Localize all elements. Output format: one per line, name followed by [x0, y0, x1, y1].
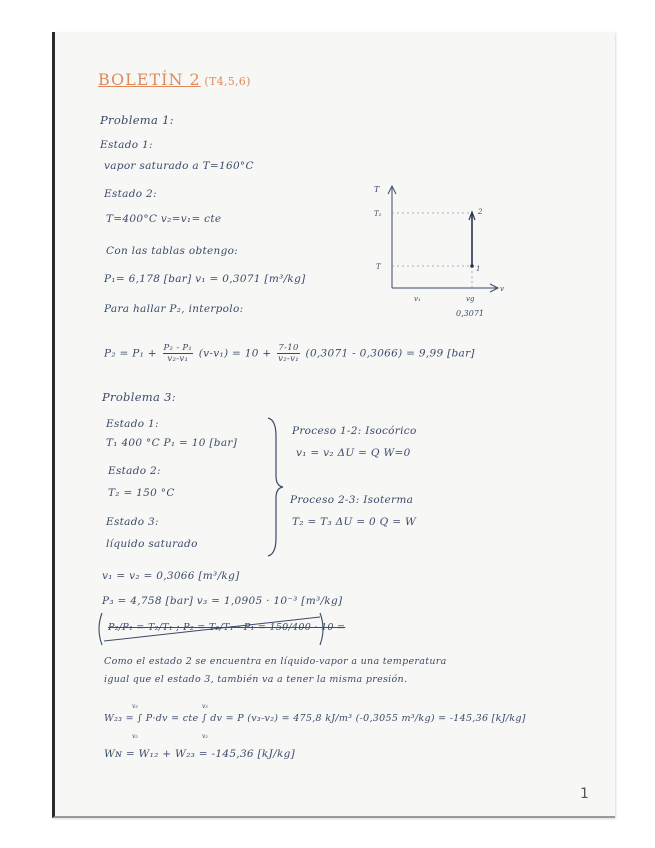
- diagram-x-value: 0,3071: [456, 309, 484, 318]
- diagram-y-tick-t2: T₂: [374, 210, 382, 218]
- title-sub: (T4,5,6): [204, 75, 251, 88]
- diagram-y-label: T: [374, 185, 380, 194]
- eq-p2-prefix: P₂ = P₁ +: [104, 347, 157, 360]
- p3-state3-desc: líquido saturado: [106, 538, 198, 550]
- process-brace: [264, 416, 286, 558]
- tv-diagram: [368, 180, 508, 325]
- p3-proc12-title: Proceso 1-2: Isocórico: [292, 425, 417, 437]
- p3-struck-eq: P₂/P₁ = T₂/T₁ ; P₂ = T₂/T₁ · P₁ = 150/400 · 10 =: [108, 622, 346, 633]
- integral2-upper: v₃: [202, 703, 208, 710]
- p3-state3-label: Estado 3:: [106, 516, 159, 528]
- p1-interp-equation: [104, 343, 475, 364]
- p1-state2-label: Estado 2:: [104, 188, 157, 200]
- left-paren: [99, 613, 102, 645]
- integral2-lower: v₂: [202, 733, 208, 740]
- diagram-x-tick-v1: v₁: [414, 295, 421, 303]
- p1-values-line: P₁= 6,178 [bar] v₁ = 0,3071 [m³/kg]: [104, 273, 306, 285]
- eq-frac1-den: v₂-v₁: [167, 354, 189, 364]
- p3-state1-label: Estado 1:: [106, 418, 159, 430]
- eq-frac2-den: v₂-v₁: [278, 354, 299, 364]
- w23-prefix: W₂₃ = ∫ P·dv = cte ∫ dv: [104, 713, 223, 724]
- p3-wn-line: Wɴ = W₁₂ + W₂₃ = -145,36 [kJ/kg]: [104, 748, 296, 760]
- diagram-point-1: 1: [476, 265, 481, 273]
- p3-state1-desc: T₁ 400 °C P₁ = 10 [bar]: [106, 437, 238, 449]
- p3-v-line: v₁ = v₂ = 0,3066 [m³/kg]: [102, 570, 240, 582]
- page-title: [98, 70, 251, 89]
- integral1-upper: v₃: [132, 703, 138, 710]
- p3-state2-label: Estado 2:: [108, 465, 161, 477]
- problem1-heading: Problema 1:: [100, 113, 174, 127]
- eq-p2-mid: (v-v₁) = 10 +: [198, 347, 272, 360]
- w23-rest: = P (v₃-v₂) = 475,8 kJ/m³ (-0,3055 m³/kg) = -145,36 [kJ/kg]: [225, 713, 526, 724]
- integral1-lower: v₂: [132, 733, 138, 740]
- diagram-point-1-dot: [470, 264, 474, 268]
- diagram-y-tick-t: T: [376, 263, 381, 271]
- p3-text-line1: Como el estado 2 se encuentra en líquido-vapor a una temperatura: [104, 656, 447, 667]
- brace-path: [268, 418, 283, 556]
- p1-state1-desc: vapor saturado a T=160°C: [104, 160, 254, 172]
- p3-w23-line: [104, 713, 526, 724]
- p1-state2-desc: T=400°C v₂=v₁= cte: [106, 213, 222, 225]
- p3-text-line2: igual que el estado 3, también va a tener la misma presión.: [104, 674, 408, 685]
- p1-state1-label: Estado 1:: [100, 139, 153, 151]
- eq-frac2: [277, 343, 300, 364]
- problem3-heading: Problema 3:: [102, 390, 176, 404]
- p1-tables-line: Con las tablas obtengo:: [106, 245, 239, 257]
- p3-state2-desc: T₂ = 150 °C: [108, 487, 175, 499]
- title-main: BOLETÍN 2: [98, 70, 201, 89]
- diagram-x-tick-vg: vg: [466, 295, 475, 303]
- page-number: 1: [580, 786, 589, 802]
- p1-interp-line: Para hallar P₂, interpolo:: [104, 303, 244, 315]
- eq-frac1: [163, 343, 194, 364]
- eq-frac2-num: 7-10: [278, 343, 299, 353]
- eq-p2-tail: (0,3071 - 0,3066) = 9,99 [bar]: [305, 347, 475, 360]
- diagram-x-label: v: [500, 285, 504, 293]
- p3-proc23-title: Proceso 2-3: Isoterma: [290, 494, 414, 506]
- p3-p3-line: P₃ = 4,758 [bar] v₃ = 1,0905 · 10⁻³ [m³/kg]: [102, 595, 343, 607]
- eq-frac1-num: P₂ - P₁: [163, 343, 193, 353]
- p3-proc12-eq: v₁ = v₂ ΔU = Q W=0: [296, 447, 411, 459]
- diagram-point-2: 2: [478, 208, 483, 216]
- p3-proc23-eq: T₂ = T₃ ΔU = 0 Q = W: [292, 516, 417, 528]
